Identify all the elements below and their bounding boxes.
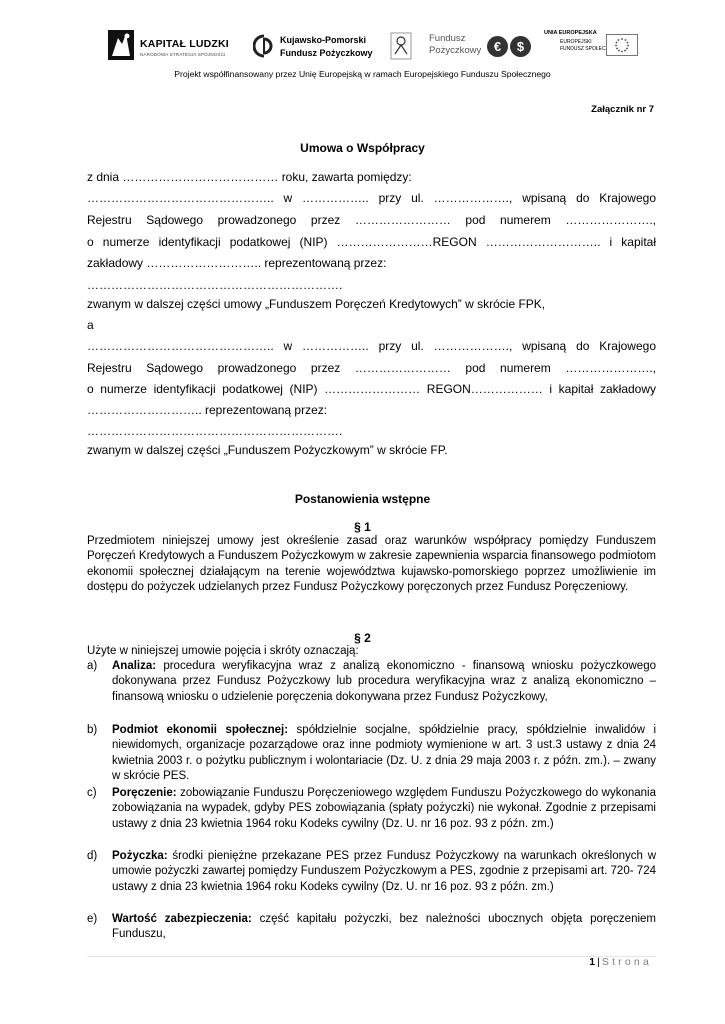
definition-term: Analiza: (112, 660, 157, 672)
paragraph-2-heading: § 2 (354, 631, 371, 645)
definition-label: a) (87, 660, 98, 672)
document-title: Umowa o Współpracy (300, 141, 425, 155)
kpfp-emblem-icon (253, 34, 275, 58)
party1-line6: zwanym w dalszej części umowy „Funduszem Poręczeń Kredytowych” w skrócie FPK, (87, 297, 546, 311)
definition-term: Podmiot ekonomii społecznej: (112, 724, 289, 736)
definition-text: zobowiązanie Funduszu Poręczeniowego względem Funduszu Pożyczkowego do wykonania zobowiązania na wypadek, gdyby PES zobowiązania (spłaty pożyczki) nie wykonał. Zgodnie z przepisami ustawy z dnia 23 kwietnia 1964 roku Kodeks cywilny (Dz. U. nr 16 poz. 93 z późn. zm.) (112, 787, 656, 830)
definition-text: środki pieniężne przekazane PES przez Fundusz Pożyczkowy na warunkach określonych w umowie pożyczki zawartej pomiędzy Funduszem Pożyczkowym a PES, zgodnie z przepisami art. 720- 724 ustawy z dnia 23 kwietnia 1964 roku Kodeks cywilny (Dz. U. nr 16 poz. 93 z późn. zm.) (112, 850, 656, 893)
section-title-intro: Postanowienia wstępne (294, 492, 431, 506)
definition-item-a (87, 659, 656, 705)
partner-emblem (390, 26, 412, 66)
kapital-ludzki-title: KAPITAŁ LUDZKI (140, 38, 229, 50)
definition-item-b (87, 723, 656, 784)
footer-page-word: Strona (601, 956, 652, 968)
party1-line4: zakładowy ……………………….. reprezentowaną przez: (87, 256, 387, 270)
paragraph-2-intro: Użyte w niniejszej umowie pojęcia i skróty oznaczają: (87, 645, 359, 657)
definition-label: b) (87, 724, 98, 736)
kpfp-line2: Fundusz Pożyczkowy (280, 48, 373, 58)
fundusz-line2: Pożyczkowy (429, 45, 482, 56)
eu-flag-icon (606, 34, 638, 56)
page-number: 1 (589, 956, 596, 968)
party2-line3: o numerze identyfikacji podatkowej (NIP) …………………… REGON……………… i kapitał zakładowy (87, 382, 656, 396)
definition-label: e) (87, 913, 98, 925)
kapital-ludzki-emblem-icon (108, 30, 134, 60)
fundusz-line1: Fundusz (429, 33, 466, 44)
definition-label: c) (87, 787, 97, 799)
definition-item-d (87, 849, 656, 895)
party1-line5: ………………………………………………………. (87, 278, 343, 292)
ue-efs-logo (544, 26, 638, 66)
definition-term: Poręczenie: (112, 787, 177, 799)
paragraph-1-text: Przedmiotem niniejszej umowy jest określenie zasad oraz warunków współpracy pomiędzy Funduszem Poręczeń Kredytowych a Funduszem Pożyczkowym w zakresie zapewnienia wsparcia finansowego podmiotom ekonomii społecznej działającym na terenie województwa kujawsko-pomorskiego poprzez umożliwienie im dostępu do pożyczek udzielanych przez Fundusz Pożyczkowy poręczonych przez Fundusz Poręczeniowy. (87, 535, 656, 593)
party2-line5: ………………………………………………………. (87, 424, 343, 438)
partner-emblem-icon (390, 32, 412, 60)
kapital-ludzki-logo (108, 26, 233, 66)
party2-line4: ……………………….. reprezentowaną przez: (87, 403, 328, 417)
footer-divider (87, 956, 656, 957)
fundusz-pozyczkowy-logo (429, 26, 534, 66)
definition-text: procedura weryfikacyjna wraz z analizą ekonomiczno - finansową wniosku pożyczkowego dokonywana przez Fundusz Pożyczkowy lub procedura weryfikacyjna wraz z analizą ekonomiczno – finansową wniosku o udzielenie poręczenia dokonywana przez Fundusz Pożyczkowy, (112, 660, 656, 703)
footer-separator: | (597, 956, 600, 968)
kapital-ludzki-subtitle: NARODOWA STRATEGIA SPÓJNOŚCI (140, 52, 226, 57)
project-tagline: Projekt współfinansowany przez Unię Europejską w ramach Europejskiego Funduszu Społecznego (174, 69, 551, 79)
euro-coin-icon: € (487, 36, 508, 57)
parties-conjunction: a (87, 318, 94, 332)
header-logos (108, 26, 638, 66)
definition-label: d) (87, 850, 98, 862)
definition-term: Pożyczka: (112, 850, 168, 862)
party1-line3: o numerze identyfikacji podatkowej (NIP) ……………………REGON ……………………….. i kapitał (87, 235, 656, 249)
definition-term: Wartość zabezpieczenia: (112, 913, 252, 925)
party2-line1: ……………………………………….. w …………….. przy ul. ………………., wpisaną do Krajowego (87, 339, 656, 353)
definition-item-c (87, 786, 656, 832)
paragraph-1-heading: § 1 (354, 520, 371, 534)
party2-line2: Rejestru Sądowego prowadzonego przez …………………… pod numerem …………………., (87, 361, 656, 375)
ue-line3: FUNDUSZ SPOŁECZNY (560, 46, 616, 52)
definition-item-e (87, 912, 656, 943)
party1-line1: ……………………………………….. w …………….. przy ul. ………………., wpisaną do Krajowego (87, 191, 656, 205)
page-footer (589, 956, 652, 968)
party2-line6: zwanym w dalszej części „Funduszem Pożyczkowym” w skrócie FP. (87, 443, 448, 457)
definition-text: spółdzielnie socjalne, spółdzielnie pracy, spółdzielnie inwalidów i niewidomych, organizacje pozarządowe oraz inne podmioty wymienione w art. 3 ust.3 ustawy z dnia 24 kwietnia 2003 r. o pożytku publicznym i wolontariacie (Dz. U. z dnia 29 maja 2003 r. z późn. zm.). – zwany w skrócie PES. (112, 724, 656, 782)
party1-line2: Rejestru Sądowego prowadzonego przez …………………… pod numerem …………………., (87, 213, 656, 227)
kpfp-line1: Kujawsko-Pomorski (280, 35, 367, 45)
ue-line1: UNIA EUROPEJSKA (544, 30, 597, 36)
definition-text: część kapitału pożyczki, bez należności ubocznych objęta poręczeniem Funduszu, (112, 913, 656, 941)
ue-line2: EUROPEJSKI (560, 39, 592, 45)
contract-date-line: z dnia ………………………………… roku, zawarta pomiędzy: (87, 170, 412, 184)
annex-label: Załącznik nr 7 (591, 104, 654, 115)
dollar-coin-icon: $ (510, 36, 531, 57)
kpfp-logo (253, 26, 383, 66)
